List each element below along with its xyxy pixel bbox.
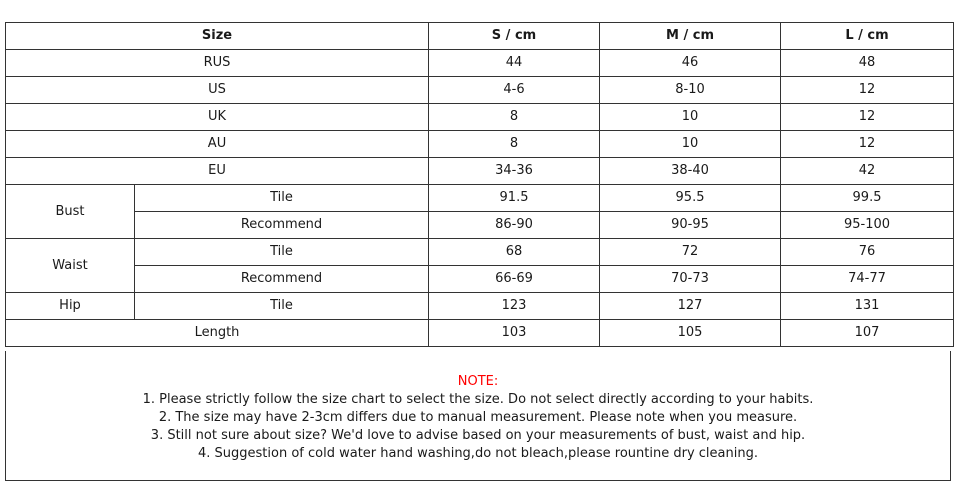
sub-label-recommend: Recommend bbox=[135, 212, 429, 239]
row-waist-tile bbox=[6, 239, 954, 266]
cell-l: 12 bbox=[781, 131, 954, 158]
sub-label-tile: Tile bbox=[135, 185, 429, 212]
cell-l: 107 bbox=[781, 320, 954, 347]
cell-s: 123 bbox=[429, 293, 600, 320]
row-au bbox=[6, 131, 954, 158]
cell-s: 91.5 bbox=[429, 185, 600, 212]
header-l: L / cm bbox=[781, 23, 954, 50]
note-line: 3. Still not sure about size? We'd love to advise based on your measurements of bust, waist and hip. bbox=[150, 428, 806, 443]
cell-s: 8 bbox=[429, 104, 600, 131]
sub-label-tile: Tile bbox=[135, 239, 429, 266]
row-label: US bbox=[6, 77, 429, 104]
group-label-waist: Waist bbox=[6, 239, 135, 293]
cell-l: 12 bbox=[781, 104, 954, 131]
row-label: RUS bbox=[6, 50, 429, 77]
note-section bbox=[5, 351, 951, 481]
cell-s: 8 bbox=[429, 131, 600, 158]
cell-m: 105 bbox=[600, 320, 781, 347]
group-label-bust: Bust bbox=[6, 185, 135, 239]
cell-s: 34-36 bbox=[429, 158, 600, 185]
cell-l: 74-77 bbox=[781, 266, 954, 293]
row-label: AU bbox=[6, 131, 429, 158]
header-s: S / cm bbox=[429, 23, 600, 50]
row-label: UK bbox=[6, 104, 429, 131]
row-waist-recommend bbox=[6, 266, 954, 293]
row-rus bbox=[6, 50, 954, 77]
sub-label-tile: Tile bbox=[135, 293, 429, 320]
row-eu bbox=[6, 158, 954, 185]
cell-l: 95-100 bbox=[781, 212, 954, 239]
row-label: Length bbox=[6, 320, 429, 347]
cell-m: 8-10 bbox=[600, 77, 781, 104]
note-line: 1. Please strictly follow the size chart to select the size. Do not select directly according to your habits. bbox=[142, 392, 814, 407]
cell-m: 95.5 bbox=[600, 185, 781, 212]
note-line: 2. The size may have 2-3cm differs due to manual measurement. Please note when you measure. bbox=[158, 410, 798, 425]
cell-l: 99.5 bbox=[781, 185, 954, 212]
size-chart-table bbox=[5, 22, 954, 347]
note-title: NOTE: bbox=[457, 374, 499, 389]
cell-s: 68 bbox=[429, 239, 600, 266]
header-row bbox=[6, 23, 954, 50]
cell-m: 127 bbox=[600, 293, 781, 320]
row-label: EU bbox=[6, 158, 429, 185]
cell-s: 4-6 bbox=[429, 77, 600, 104]
row-us bbox=[6, 77, 954, 104]
cell-m: 90-95 bbox=[600, 212, 781, 239]
row-bust-recommend bbox=[6, 212, 954, 239]
cell-m: 46 bbox=[600, 50, 781, 77]
header-m: M / cm bbox=[600, 23, 781, 50]
row-hip-tile bbox=[6, 293, 954, 320]
cell-l: 76 bbox=[781, 239, 954, 266]
row-bust-tile bbox=[6, 185, 954, 212]
cell-l: 12 bbox=[781, 77, 954, 104]
row-length bbox=[6, 320, 954, 347]
cell-m: 70-73 bbox=[600, 266, 781, 293]
note-line: 4. Suggestion of cold water hand washing,do not bleach,please rountine dry cleaning. bbox=[198, 446, 758, 461]
cell-m: 38-40 bbox=[600, 158, 781, 185]
cell-l: 48 bbox=[781, 50, 954, 77]
sub-label-recommend: Recommend bbox=[135, 266, 429, 293]
cell-s: 66-69 bbox=[429, 266, 600, 293]
cell-l: 42 bbox=[781, 158, 954, 185]
group-label-hip: Hip bbox=[6, 293, 135, 320]
cell-s: 86-90 bbox=[429, 212, 600, 239]
cell-l: 131 bbox=[781, 293, 954, 320]
cell-m: 72 bbox=[600, 239, 781, 266]
cell-s: 44 bbox=[429, 50, 600, 77]
header-size: Size bbox=[6, 23, 429, 50]
cell-s: 103 bbox=[429, 320, 600, 347]
cell-m: 10 bbox=[600, 104, 781, 131]
cell-m: 10 bbox=[600, 131, 781, 158]
row-uk bbox=[6, 104, 954, 131]
